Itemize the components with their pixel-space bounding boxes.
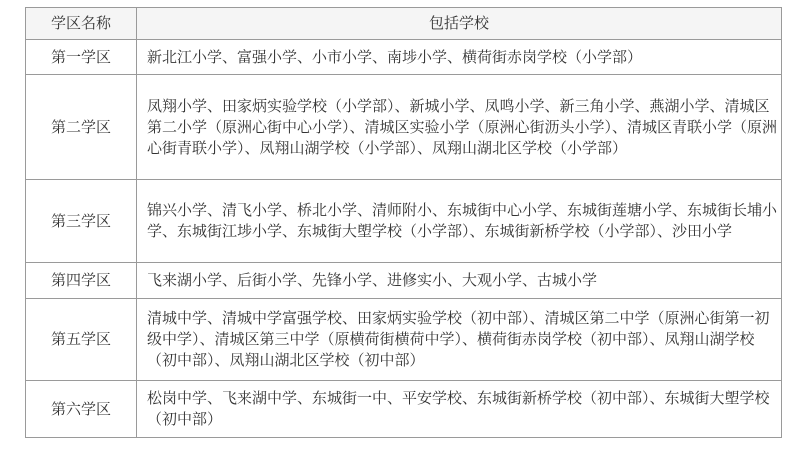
- schools-cell: 松岗中学、飞来湖中学、东城街一中、平安学校、东城街新桥学校（初中部）、东城街大塱学校（初中部）: [137, 381, 782, 438]
- district-cell: 第二学区: [26, 75, 137, 180]
- header-district-name: 学区名称: [26, 8, 137, 40]
- district-cell: 第六学区: [26, 381, 137, 438]
- header-included-schools: 包括学校: [137, 8, 782, 40]
- schools-cell: 清城中学、清城中学富强学校、田家炳实验学校（初中部）、清城区第二中学（原洲心街第一初级中学）、清城区第三中学（原横荷街横荷中学）、横荷街赤岗学校（初中部）、凤翔山湖学校（初中部）、凤翔山湖北区学校（初中部）: [137, 299, 782, 381]
- school-district-table: [25, 7, 782, 438]
- schools-cell: 飞来湖小学、后街小学、先锋小学、进修实小、大观小学、古城小学: [137, 263, 782, 299]
- schools-cell: 新北江小学、富强小学、小市小学、南埗小学、横荷街赤岗学校（小学部）: [137, 40, 782, 75]
- table-row: [26, 299, 782, 381]
- table-row: [26, 40, 782, 75]
- table-row: [26, 75, 782, 180]
- district-cell: 第一学区: [26, 40, 137, 75]
- district-cell: 第四学区: [26, 263, 137, 299]
- table-row: [26, 263, 782, 299]
- table-row: [26, 381, 782, 438]
- table-header-row: [26, 8, 782, 40]
- district-cell: 第三学区: [26, 180, 137, 263]
- table-row: [26, 180, 782, 263]
- schools-cell: 锦兴小学、清飞小学、桥北小学、清师附小、东城街中心小学、东城街莲塘小学、东城街长埔小学、东城街江埗小学、东城街大塱学校（小学部）、东城街新桥学校（小学部）、沙田小学: [137, 180, 782, 263]
- schools-cell: 凤翔小学、田家炳实验学校（小学部）、新城小学、凤鸣小学、新三角小学、燕湖小学、清城区第二小学（原洲心街中心小学）、清城区实验小学（原洲心街沥头小学）、清城区青联小学（原洲心街青联小学）、凤翔山湖学校（小学部）、凤翔山湖北区学校（小学部）: [137, 75, 782, 180]
- district-cell: 第五学区: [26, 299, 137, 381]
